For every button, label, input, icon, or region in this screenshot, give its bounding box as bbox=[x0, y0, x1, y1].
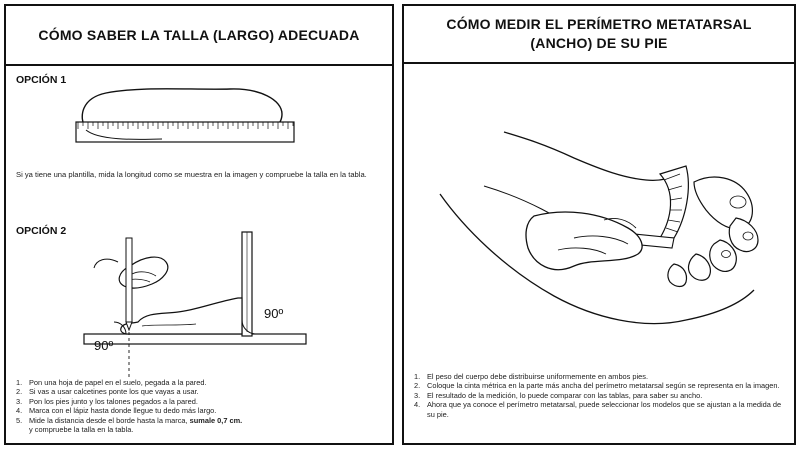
title-line-2: (ANCHO) DE SU PIE bbox=[530, 35, 668, 51]
option1-label: OPCIÓN 1 bbox=[16, 74, 67, 86]
title-line-1: CÓMO MEDIR EL PERÍMETRO METATARSAL bbox=[446, 16, 752, 32]
metatarsal-width-panel bbox=[402, 4, 796, 445]
list-item: 1. El peso del cuerpo debe distribuirse uniformemente en ambos pies. bbox=[414, 372, 649, 381]
pencil bbox=[126, 238, 132, 322]
size-length-panel bbox=[4, 4, 394, 445]
left-steps-list bbox=[16, 378, 386, 434]
leg-outline bbox=[504, 132, 684, 180]
list-item: 2. Si vas a usar calcetines ponte los que vayas a usar. bbox=[16, 387, 199, 397]
list-item: 5. Mide la distancia desde el borde hasta la marca, sumale 0,7 cm. y compruebe la talla en la tabla. bbox=[16, 415, 243, 435]
floor-board bbox=[84, 334, 306, 344]
list-item: 4. Marca con el lápiz hasta donde llegue tu dedo más largo. bbox=[16, 406, 217, 416]
measuring-tape bbox=[660, 166, 688, 238]
list-item: 1. Pon una hoja de papel en el suelo, pegada a la pared. bbox=[16, 378, 207, 387]
list-item: 4. Ahora que ya conoce el perímetro metatarsal, puede seleccionar los modelos que se ajustan a la medida de su pie. bbox=[414, 400, 782, 419]
foot-tape-illustration bbox=[424, 68, 784, 358]
list-item: 2. Coloque la cinta métrica en la parte más ancha del perímetro metatarsal según se representa en la imagen. bbox=[414, 381, 780, 391]
insole-ruler-illustration bbox=[72, 84, 298, 158]
list-item: 3. El resultado de la medición, lo puede comparar con las tablas, para saber su ancho. bbox=[414, 390, 703, 400]
option2-label: OPCIÓN 2 bbox=[16, 225, 67, 237]
angle-label-floor: 90º bbox=[94, 338, 114, 353]
option1-text: Si ya tiene una plantilla, mida la longitud como se muestra en la imagen y compruebe la talla en la tabla. bbox=[16, 170, 367, 179]
panel-title-left: CÓMO SABER LA TALLA (LARGO) ADECUADA bbox=[6, 6, 392, 66]
foot bbox=[121, 298, 242, 334]
angle-label-wall: 90º bbox=[264, 306, 284, 321]
ruler bbox=[76, 122, 294, 142]
right-steps-list bbox=[414, 372, 784, 419]
foot-wall-illustration bbox=[66, 228, 326, 378]
list-item: 3. Pon los pies junto y los talones pegados a la pared. bbox=[16, 396, 198, 406]
panel-title-right bbox=[404, 6, 794, 64]
